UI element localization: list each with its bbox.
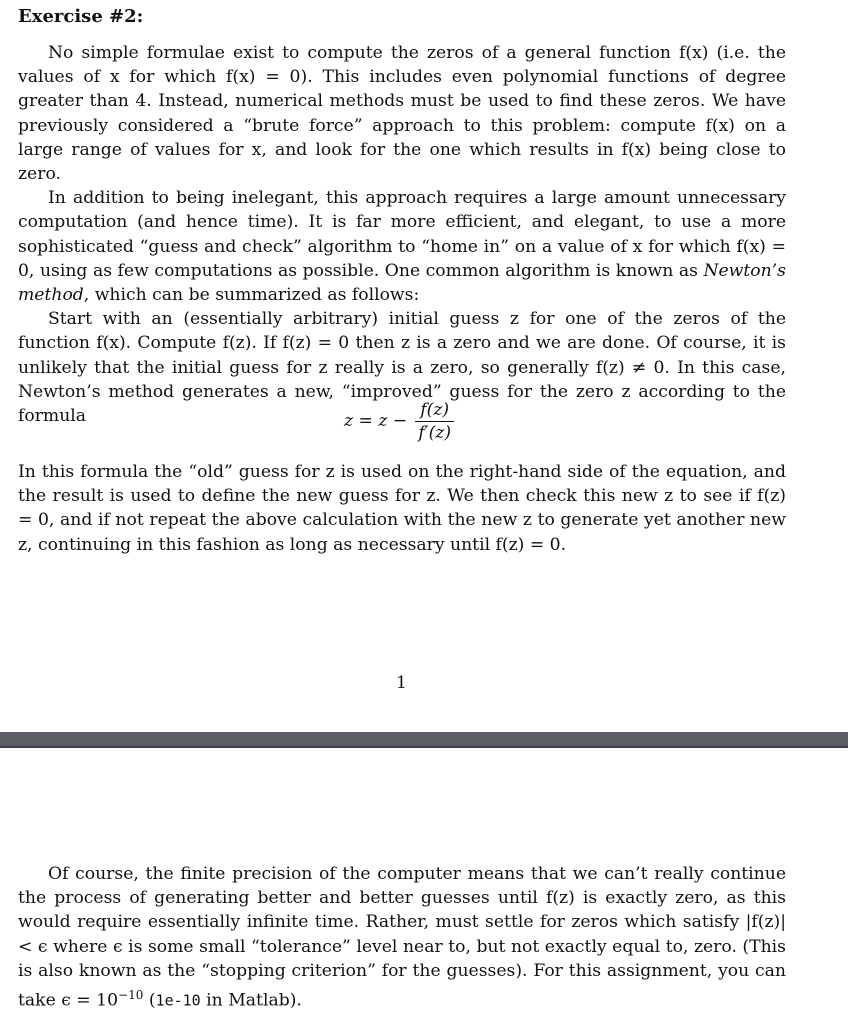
- formula-fraction: [415, 400, 454, 443]
- newton-formula: [344, 396, 454, 446]
- page-number: 1: [396, 673, 407, 693]
- paragraph-initial-guess: Start with an (essentially arbitrary) initial guess z for one of the zeros of the function f(x). Compute f(z). If f(z) = 0 then z is a zero and we are done. Of course, it is unlikely that the initial guess for z really is a zero, so generally f(z) ≠ 0. In this case, Newton’s method generates a new, “improved” guess for the zero z according to the formula: [18, 309, 786, 427]
- paragraph-stopping-criterion: Of course, the finite precision of the computer means that we can’t really continue the process of generating better and better guesses until f(z) is exactly zero, as this would require essentially infinite time. Rather, must settle for zeros which satisfy |f(z)| < ϵ where ϵ is some small “tolerance” level near to, but not exactly equal to, zero. (This is also known as the “stopping criterion” for the guesses). For this assignment, you can take $\epsilon = 10^{-10}$ (1e-10 in Matlab).: [18, 864, 786, 1011]
- page-2: [0, 748, 848, 1024]
- exercise-heading: Exercise #2:: [18, 6, 144, 27]
- formula-numerator: f(z): [420, 399, 450, 420]
- page-1-body-continued: [18, 460, 786, 557]
- newtons-method-emphasis: Newton’s method: [18, 260, 786, 306]
- paragraph-newtons-method: In addition to being inelegant, this approach requires a large amount unnecessary computation (and hence time). It is far more efficient, and elegant, to use a more sophisticated “guess and check” algorithm to “home in” on a value of x for which f(x) = 0, using as few computations as possible. One common algorithm is known as Newton’s method, which can be summarized as follows:: [18, 188, 786, 306]
- page-2-body: [18, 862, 786, 1013]
- page-separator: [0, 732, 848, 748]
- tolerance-exponent: −10: [118, 988, 144, 1003]
- matlab-literal: 1e-10: [155, 991, 201, 1010]
- page-1-body: [18, 41, 786, 428]
- formula-lhs: z = z −: [344, 411, 408, 431]
- paragraph-formula-explanation: In this formula the “old” guess for z is used on the right-hand side of the equation, and the result is used to define the new guess for z. We then check this new z to see if f(z) = 0, and if not repeat the above calculation with the new z to generate yet another new z, continuing in this fashion as long as necessary until f(z) = 0.: [18, 462, 786, 555]
- paragraph-brute-force: No simple formulae exist to compute the zeros of a general function f(x) (i.e. the values of x for which f(x) = 0). This includes even polynomial functions of degree greater than 4. Instead, numerical methods must be used to find these zeros. We have previously considered a “brute force” approach to this problem: compute f(x) on a large range of values for x, and look for the one which results in f(x) being close to zero.: [18, 43, 786, 185]
- formula-denominator: f′(z): [415, 421, 454, 443]
